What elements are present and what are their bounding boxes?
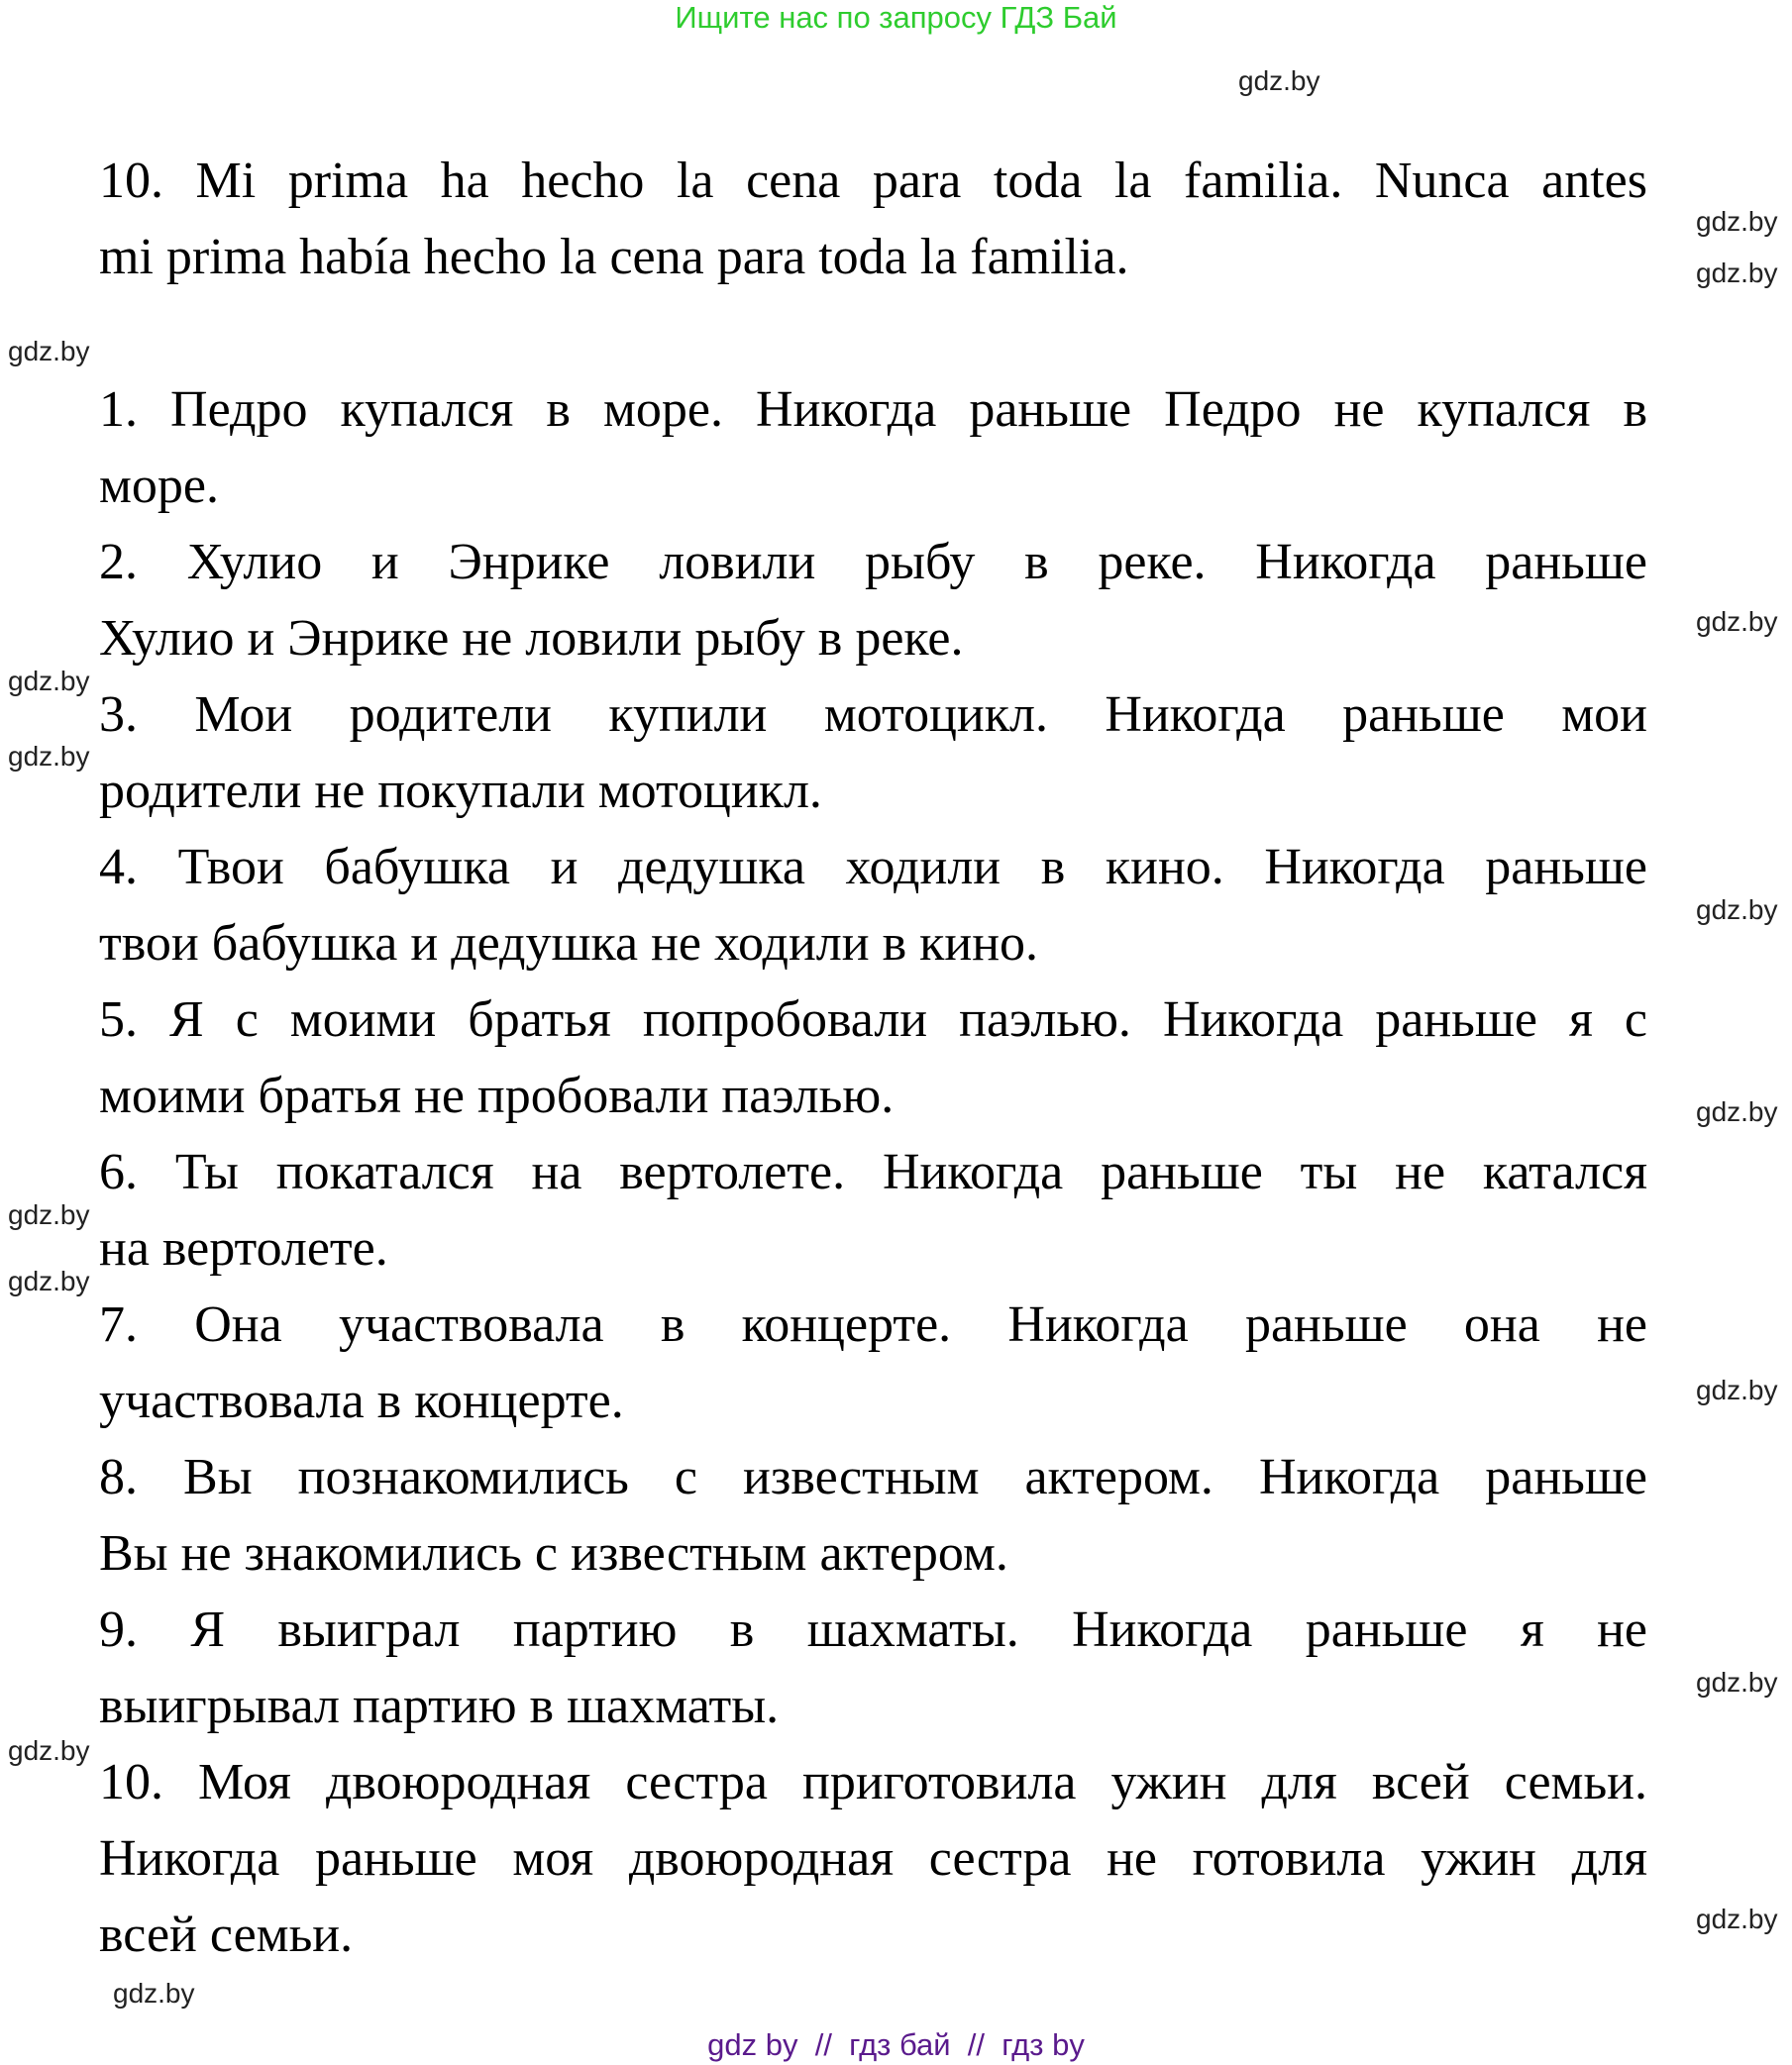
- text-line: 6. Ты покатался на вертолете. Никогда раньше ты не катался: [99, 1144, 1647, 1200]
- translation-item: [99, 981, 1647, 1134]
- text-line: 7. Она участвовала в концерте. Никогда раньше она не: [99, 1296, 1647, 1353]
- translation-item: [99, 1439, 1647, 1592]
- text-line: участвовала в концерте.: [99, 1373, 624, 1429]
- text-line: 1. Педро купался в море. Никогда раньше Педро не купался в: [99, 381, 1647, 438]
- russian-translations: [99, 371, 1647, 1973]
- text-line: Хулио и Энрике не ловили рыбу в реке.: [99, 610, 964, 667]
- watermark: gdz.by: [113, 1978, 195, 2009]
- text-line: mi prima había hecho la cena para toda la familia.: [99, 229, 1129, 285]
- watermark: gdz.by: [1696, 1096, 1778, 1127]
- text-line: 9. Я выиграл партию в шахматы. Никогда раньше я не: [99, 1601, 1647, 1658]
- watermark: gdz.by: [8, 741, 90, 772]
- translation-item: [99, 1592, 1647, 1744]
- answer-text: [99, 143, 1647, 1973]
- translation-item: [99, 829, 1647, 981]
- text-line: моими братья не пробовали паэлью.: [99, 1068, 895, 1124]
- watermark: gdz.by: [1696, 1375, 1778, 1405]
- text-line: родители не покупали мотоцикл.: [99, 763, 822, 819]
- text-line: твои бабушка и дедушка не ходили в кино.: [99, 915, 1039, 972]
- search-hint-banner: Ищите нас по запросу ГДЗ Бай: [675, 0, 1117, 35]
- watermark: gdz.by: [8, 1266, 90, 1296]
- translation-item: [99, 524, 1647, 676]
- translation-item: [99, 1744, 1647, 1973]
- watermark: gdz.by: [1696, 206, 1778, 237]
- translation-item: [99, 676, 1647, 829]
- text-line: 2. Хулио и Энрике ловили рыбу в реке. Никогда раньше: [99, 534, 1647, 590]
- text-line: 5. Я с моими братья попробовали паэлью. Никогда раньше я с: [99, 991, 1647, 1048]
- text-line: Вы не знакомились с известным актером.: [99, 1525, 1008, 1582]
- watermark: gdz.by: [8, 666, 90, 696]
- watermark: gdz.by: [8, 1199, 90, 1230]
- text-line: 3. Мои родители купили мотоцикл. Никогда раньше мои: [99, 686, 1647, 743]
- text-line: 10. Mi prima ha hecho la cena para toda la familia. Nunca antes: [99, 153, 1647, 209]
- watermark: gdz.by: [1696, 1904, 1778, 1934]
- text-line: на вертолете.: [99, 1220, 388, 1277]
- watermark: gdz.by: [8, 336, 90, 366]
- watermark: gdz.by: [1696, 606, 1778, 637]
- text-line: 8. Вы познакомились с известным актером. Никогда раньше: [99, 1449, 1647, 1505]
- watermark: gdz.by: [8, 1735, 90, 1766]
- translation-item: [99, 1134, 1647, 1287]
- translation-item: [99, 1287, 1647, 1439]
- watermark: gdz.by: [1696, 894, 1778, 925]
- footer-links: gdz by // гдз бай // гдз by: [707, 2027, 1085, 2062]
- watermark: gdz.by: [1696, 258, 1778, 288]
- text-line: выигрывал партию в шахматы.: [99, 1678, 780, 1734]
- text-line: 4. Твои бабушка и дедушка ходили в кино. Никогда раньше: [99, 839, 1647, 895]
- text-line: море.: [99, 458, 219, 514]
- watermark: gdz.by: [1696, 1667, 1778, 1698]
- watermark: gdz.by: [1238, 65, 1320, 96]
- text-line: 10. Моя двоюродная сестра приготовила ужин для всей семьи.: [99, 1754, 1647, 1810]
- text-line: Никогда раньше моя двоюродная сестра не готовила ужин для: [99, 1830, 1647, 1887]
- text-line: всей семьи.: [99, 1907, 354, 1963]
- spanish-sentence: [99, 143, 1647, 295]
- translation-item: [99, 371, 1647, 524]
